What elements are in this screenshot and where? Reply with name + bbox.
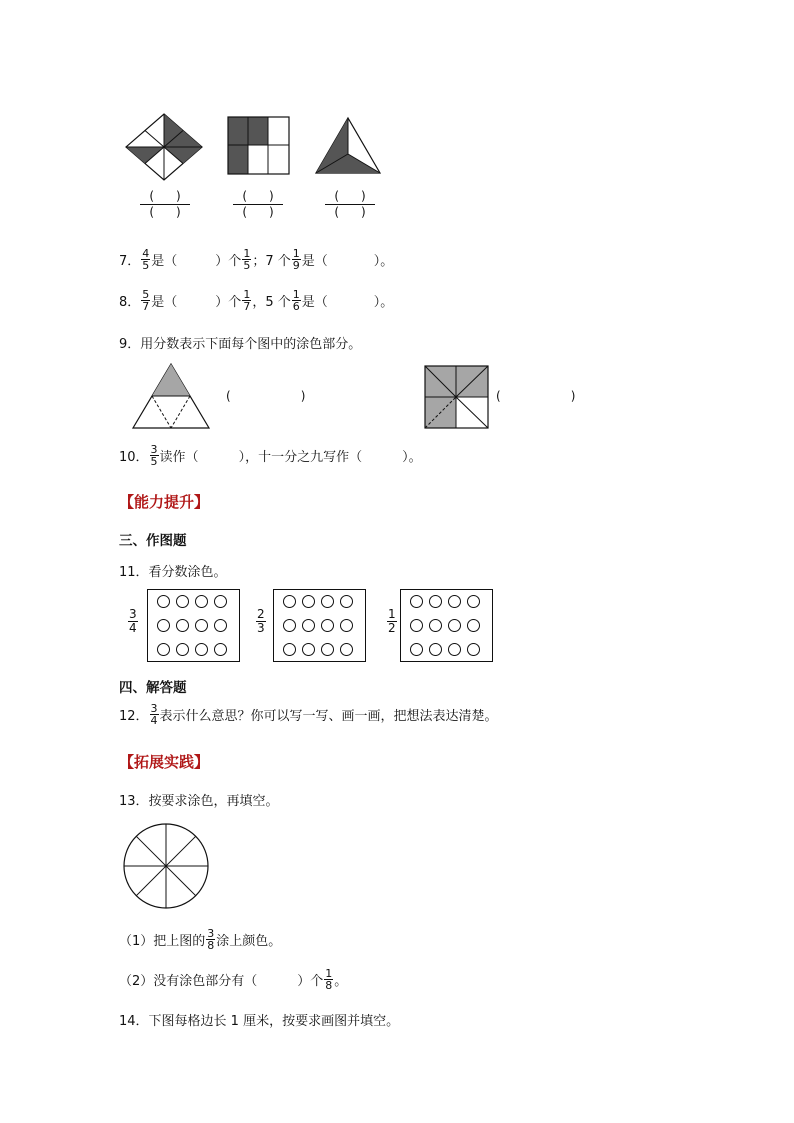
q11-circle-grid[interactable] xyxy=(273,589,366,662)
part-heading-3: 三、作图题 xyxy=(119,533,187,549)
answer-fraction-blank[interactable]: ( ) ( ) xyxy=(325,189,375,219)
question-13-part-2: （2）没有涂色部分有（ ）个 $\frac{1}{8}$ 。 xyxy=(119,967,348,992)
question-13: 13． 按要求涂色，再填空。 xyxy=(119,794,279,809)
q9-square-figure xyxy=(424,365,490,429)
question-11: 11． 看分数涂色。 xyxy=(119,565,227,580)
q9-answer-blank-1[interactable]: ( ) xyxy=(226,389,306,403)
section-heading-expand: 【拓展实践】 xyxy=(119,753,210,771)
question-8: 8． $\frac{5}{7}$ 是（ ）个 $\frac{1}{7}$ ，5 个 $\frac{1}{6}$ 是（ ）。 xyxy=(119,288,394,313)
q11-circle-grid[interactable] xyxy=(400,589,493,662)
question-10: 10． $\frac{3}{5}$ 读作（ ），十一分之九写作（ ）。 xyxy=(119,443,422,468)
q9-triangle-figure xyxy=(131,362,211,430)
q11-circle-grid[interactable] xyxy=(147,589,240,662)
answer-fraction-blank[interactable]: ( ) ( ) xyxy=(140,189,190,219)
section-heading-ability: 【能力提升】 xyxy=(119,493,210,511)
question-7: 7． $\frac{4}{5}$ 是（ ）个 $\frac{1}{5}$ ；7 个 $\frac{1}{9}$ 是（ ）。 xyxy=(119,247,394,272)
answer-fraction-blank[interactable]: ( ) ( ) xyxy=(233,189,283,219)
q13-circle-eighths[interactable] xyxy=(122,822,210,910)
grid-rect-figure xyxy=(227,116,291,176)
q9-answer-blank-2[interactable]: ( ) xyxy=(496,389,576,403)
q11-fraction-label: $\frac{2}{3}$ xyxy=(257,607,265,635)
diamond-figure xyxy=(124,112,204,182)
q11-fraction-label: $\frac{3}{4}$ xyxy=(129,607,137,635)
question-9: 9． 用分数表示下面每个图中的涂色部分。 xyxy=(119,337,362,352)
question-12: 12． $\frac{3}{4}$ 表示什么意思？你可以写一写、画一画，把想法表达清楚。 xyxy=(119,702,498,727)
question-13-part-1: （1）把上图的 $\frac{3}{8}$ 涂上颜色。 xyxy=(119,927,282,952)
q11-fraction-label: $\frac{1}{2}$ xyxy=(388,607,396,635)
question-14: 14． 下图每格边长 1 厘米，按要求画图并填空。 xyxy=(119,1014,400,1029)
triangle-figure xyxy=(314,116,382,176)
part-heading-4: 四、解答题 xyxy=(119,680,187,696)
